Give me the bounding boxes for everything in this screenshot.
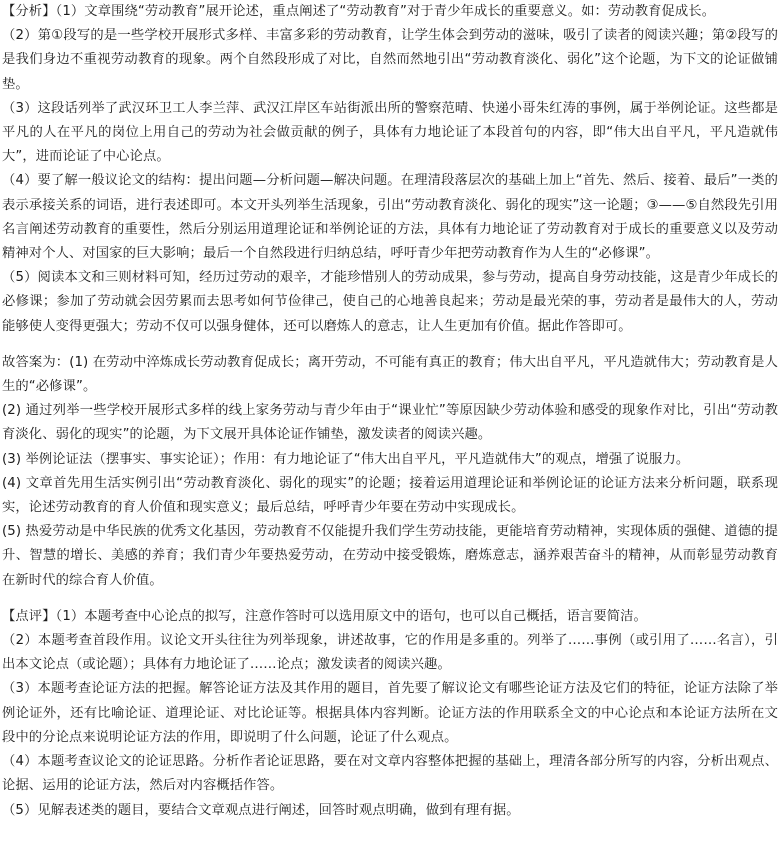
comment-paragraph-3: （3）本题考查论证方法的把握。解答论证方法及其作用的题目，首先要了解议论文有哪些论证方法及它们的特征，论证方法除了举例论证外，还有比喻论证、道理论证、对比论证等。根据具体内容判断。论证方法的作用联系全文的中心论点和本论证方法所在文段中的分论点来说明论证方法的作用，即说明了什么问题，论证了什么观点。 — [2, 681, 778, 745]
analysis-paragraph-4: （4）要了解一般议论文的结构：提出问题—分析问题—解决问题。在理清段落层次的基础上加上“首先、然后、接着、最后”一类的表示承接关系的词语，进行表述即可。本文开头列举生活现象，引出“劳动教育淡化、弱化的现实”这一论题；③——⑤自然段先引用名言阐述劳动教育的重要性，然后分别运用道理论证和举例论证的方法，具体有力地论证了劳动教育对于成长的重要意义以及劳动精神对个人、对国家的巨大影响；最后一个自然段进行归纳总结，呼吁青少年把劳动教育作为人生的“必修课”。 — [2, 173, 778, 262]
comment-paragraph-4: （4）本题考查议论文的论证思路。分析作者论证思路，要在对文章内容整体把握的基础上，理清各部分所写的内容，分析出观点、论据、运用的论证方法，然后对内容概括作答。 — [2, 754, 778, 794]
analysis-paragraph-5: （5）阅读本文和三则材料可知，经历过劳动的艰辛，才能珍惜别人的劳动成果，参与劳动，提高自身劳动技能，这是青少年成长的必修课；参加了劳动就会因劳累而去思考如何节俭律己，使自己的心地善良起来；劳动是最光荣的事，劳动者是最伟大的人，劳动能够使人变得更强大；劳动不仅可以强身健体，还可以磨炼人的意志，让人生更加有价值。据此作答即可。 — [2, 270, 778, 334]
answers-section — [0, 351, 780, 593]
comment-paragraph-2: （2）本题考查首段作用。议论文开头往往为列举现象，讲述故事，它的作用是多重的。列举了……事例（或引用了……名言），引出本文论点（或论题）；具体有力地论证了……论点；激发读者的阅读兴趣。 — [2, 633, 778, 673]
answer-paragraph-3: (3) 举例论证法（摆事实、事实论证）；作用：有力地论证了“伟大出自平凡，平凡造就伟大”的观点，增强了说服力。 — [2, 451, 690, 467]
answer-paragraph-5: (5) 热爱劳动是中华民族的优秀文化基因，劳动教育不仅能提升我们学生劳动技能，更能培育劳动精神，实现体质的强健、道德的提升、智慧的增长、美感的养育；我们青少年要热爱劳动，在劳动中接受锻炼，磨炼意志，涵养艰苦奋斗的精神，从而彰显劳动教育在新时代的综合育人价值。 — [2, 524, 778, 588]
answer-paragraph-1: 故答案为：(1) 在劳动中淬炼成长劳动教育促成长；离开劳动，不可能有真正的教育；伟大出自平凡，平凡造就伟大；劳动教育是人生的“必修课”。 — [2, 354, 778, 395]
analysis-paragraph-3: （3）这段话列举了武汉环卫工人李兰萍、武汉江岸区车站街派出所的警察范晴、快递小哥朱红涛的事例，属于举例论证。这些都是平凡的人在平凡的岗位上用自己的劳动为社会做贡献的例子，具体有力地论证了本段首句的内容，即“伟大出自平凡，平凡造就伟大”，进而论证了中心论点。 — [2, 100, 778, 165]
comment-paragraph-1: 【点评】（1）本题考查中心论点的拟写，注意作答时可以选用原文中的语句，也可以自己概括，语言要简洁。 — [2, 608, 647, 624]
analysis-paragraph-1: 【分析】（1）文章围绕“劳动教育”展开论述，重点阐述了“劳动教育”对于青少年成长的重要意义。如：劳动教育促成长。 — [2, 4, 716, 19]
analysis-paragraph-2: （2）第①段写的是一些学校开展形式多样、丰富多彩的劳动教育，让学生体会到劳动的滋味，吸引了读者的阅读兴趣；第②段写的是我们身边不重视劳动教育的现象。两个自然段形成了对比，自然而然地引出“劳动教育淡化、弱化”这个论题，为下文的论证做铺垫。 — [2, 28, 778, 92]
analysis-section — [0, 0, 780, 339]
answer-paragraph-2: (2) 通过列举一些学校开展形式多样的线上家务劳动与青少年由于“课业忙”等原因缺少劳动体验和感受的现象作对比，引出“劳动教育淡化、弱化的现实”的论题，为下文展开具体论证作铺垫，激发读者的阅读兴趣。 — [2, 403, 778, 443]
comments-section — [0, 605, 780, 823]
answer-paragraph-4: (4) 文章首先用生活实例引出“劳动教育淡化、弱化的现实”的论题；接着运用道理论证和举例论证的论证方法来分析问题，联系现实，论述劳动教育的育人价值和现实意义；最后总结，呼呼青少年要在劳动中实现成长。 — [2, 475, 778, 516]
comment-paragraph-5: （5）见解表述类的题目，要结合文章观点进行阐述，回答时观点明确，做到有理有据。 — [2, 802, 520, 818]
